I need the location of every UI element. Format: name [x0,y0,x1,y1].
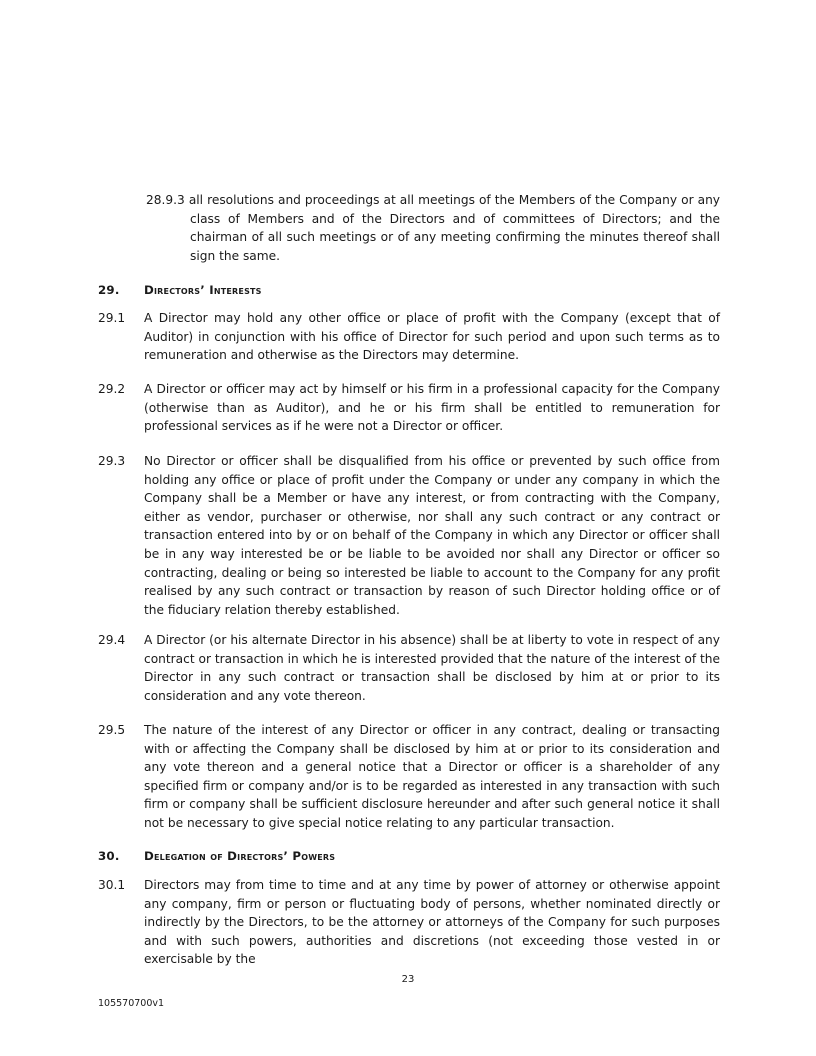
clause-body: No Director or officer shall be disqualified from his office or prevented by such office from holding any office or place of profit under the Company or under any company in which the Company shall be a Member or have any interest, or from contracting with the Company, either as vendor, purchaser or otherwise, nor shall any such contract or any contract or transaction entered into by or on behalf of the Company in which any Director or officer shall be in any way interested be or be liable to be avoided nor shall any Director or officer so contracting, dealing or being so interested be liable to account to the Company for any profit realised by any such contract or transaction by reason of such Director holding office or of the fiduciary relation thereby established. [144,454,720,617]
clause-number: 29.4 [98,633,126,647]
clause-body: A Director (or his alternate Director in his absence) shall be at liberty to vote in respect of any contract or transaction in which he is interested provided that the nature of the interest of the Director in any such contract or transaction shall be disclosed by him at or prior to its consideration and any vote thereon. [144,633,720,703]
clause-number: 29.2 [98,382,126,396]
clause-number: 29.3 [98,454,126,468]
heading-title: Directors’ Interests [144,283,262,297]
clause-body: all resolutions and proceedings at all meetings of the Members of the Company or any class of Members and of the Directors and of committees of Directors; and the chairman of all such meetings or of any meeting confirming the minutes thereof shall sign the same. [188,193,721,263]
clause-30-1 [98,876,720,969]
heading-number: 29. [98,283,120,297]
page-number: 23 [401,974,415,985]
clause-text [146,191,720,265]
clause-number: 28.9.3 [146,193,185,207]
clause-29-3 [98,452,720,619]
clause-number: 30.1 [98,878,126,892]
heading-title: Delegation of Directors’ Powers [144,849,336,863]
clause-body: A Director or officer may act by himself or his firm in a professional capacity for the Company (otherwise than as Auditor), and he or his firm shall be entitled to remuneration for professional services as if he were not a Director or officer. [144,382,720,434]
clause-28-9-3 [146,191,720,265]
clause-number: 29.5 [98,723,126,737]
clause-body: The nature of the interest of any Director or officer in any contract, dealing or transacting with or affecting the Company shall be disclosed by him at or prior to its consideration and any vote thereon and a general notice that a Director or officer is a shareholder of any specified firm or company and/or is to be regarded as interested in any transaction with such firm or company shall be sufficient disclosure hereunder and after such general notice it shall not be necessary to give special notice relating to any particular transaction. [144,723,720,830]
clause-29-1 [98,309,720,365]
clause-body: A Director may hold any other office or place of profit with the Company (except that of Auditor) in conjunction with his office of Director for such period and upon such terms as to remuneration and otherwise as the Directors may determine. [144,311,720,363]
clause-29-5 [98,721,720,833]
clause-body: Directors may from time to time and at any time by power of attorney or otherwise appoint any company, firm or person or fluctuating body of persons, whether nominated directly or indirectly by the Directors, to be the attorney or attorneys of the Company for such purposes and with such powers, authorities and discretions (not exceeding those vested in or exercisable by the [144,878,720,967]
clause-number: 29.1 [98,311,126,325]
heading-number: 30. [98,849,120,863]
clause-29-2 [98,380,720,436]
clause-29-4 [98,631,720,705]
document-reference: 105570700v1 [98,998,165,1009]
